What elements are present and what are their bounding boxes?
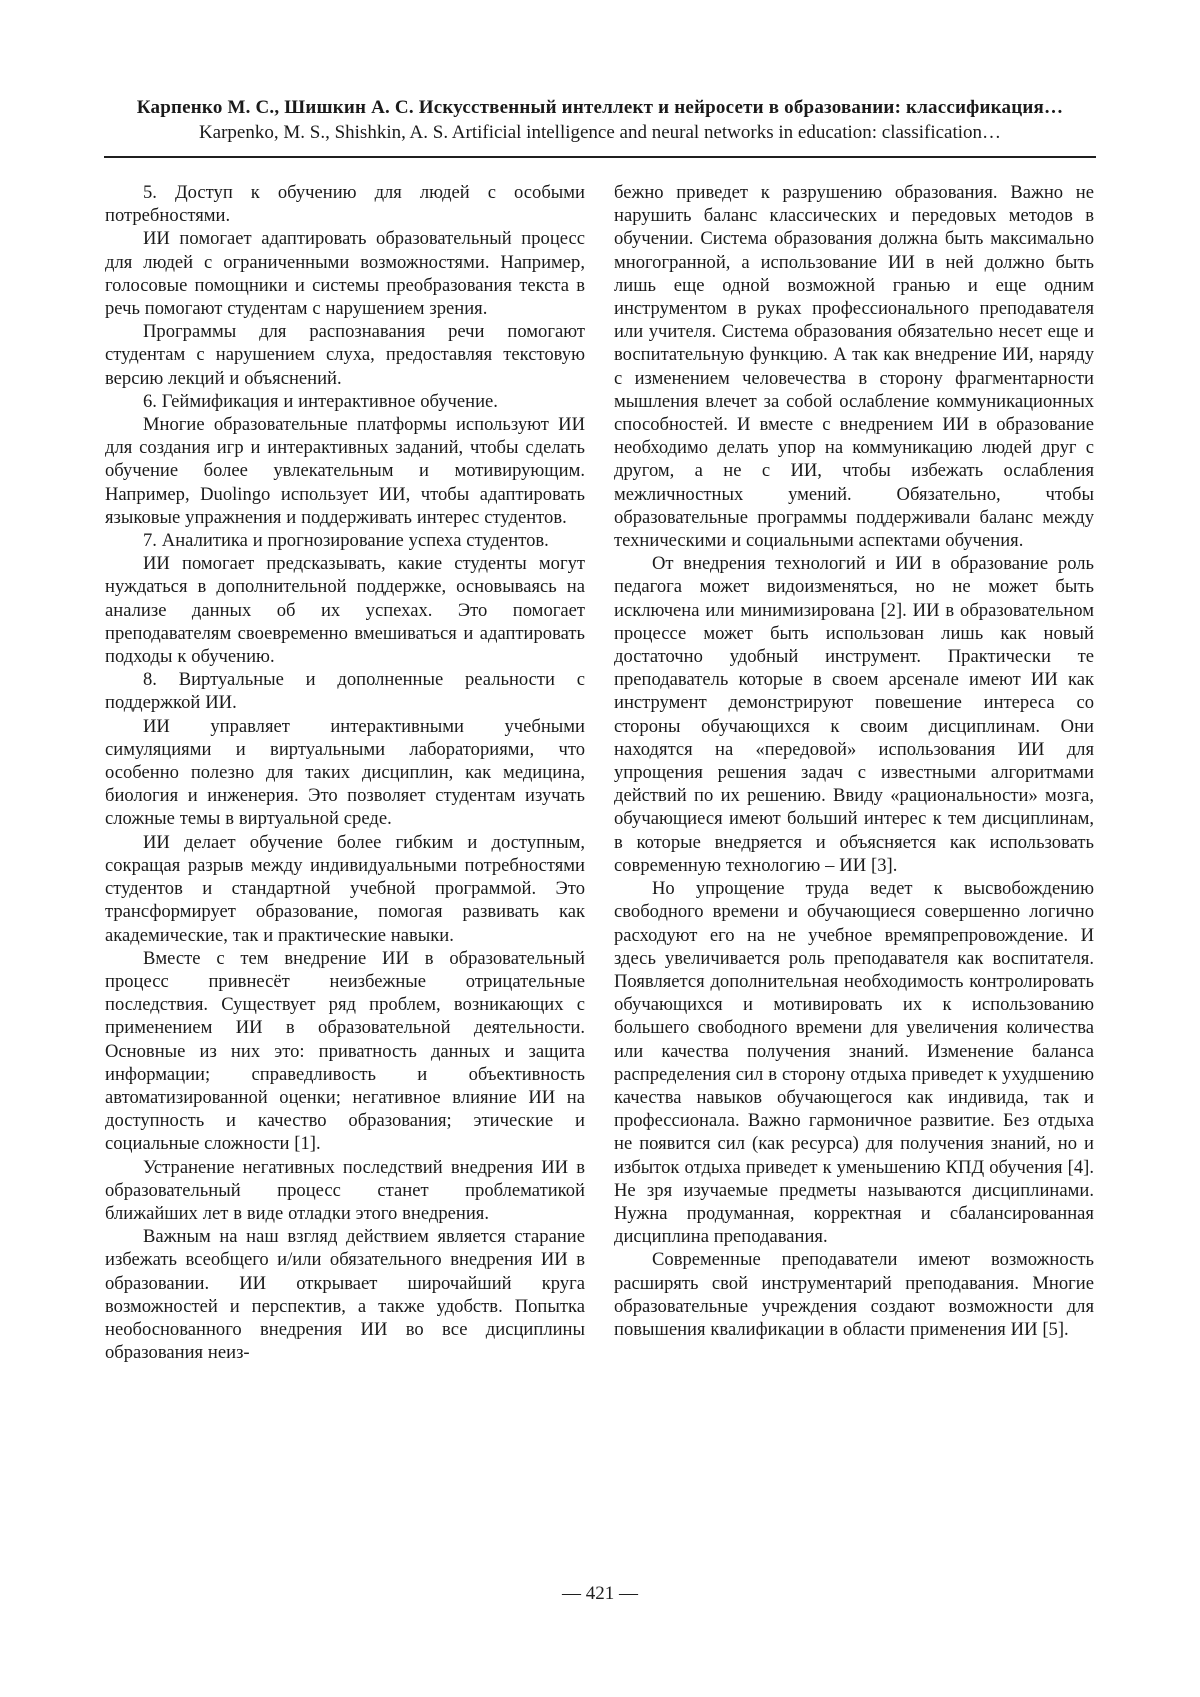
paragraph: 5. Доступ к обучению для людей с особыми потребностями.: [105, 182, 585, 227]
right-column: [614, 181, 1094, 1364]
paragraph: ИИ помогает адаптировать образовательный процесс для людей с ограниченными возможностями. Например, голосовые помощники и системы преобразования текста в речь помогают студентам с нарушением зрения.: [105, 228, 585, 320]
paragraph: 8. Виртуальные и дополненные реальности с поддержкой ИИ.: [105, 669, 585, 714]
paragraph: Программы для распознавания речи помогают студентам с нарушением слуха, предоставляя текстовую версию лекций и объяснений.: [105, 321, 585, 389]
paragraph: Вместе с тем внедрение ИИ в образовательный процесс привнесёт неизбежные отрицательные последствия. Существует ряд проблем, возникающих с применением ИИ в образовательной деятельности. Основные из них это: приватность данных и защита информации; справедливость и объективность автоматизированной оценки; негативное влияние ИИ на доступность и качество образования; этические и социальные сложности [1].: [105, 947, 585, 1155]
article-body: [105, 181, 1095, 1364]
paragraph: бежно приведет к разрушению образования. Важно не нарушить баланс классических и передовых методов в обучении. Система образования должна быть максимально многогранной, а использование ИИ в ней должно быть лишь еще одной возможной гранью и еще одним инструментом в руках профессионального преподавателя или учителя. Система образования обязательно несет еще и воспитательную функцию. А так как внедрение ИИ, наряду с изменением человечества в сторону фрагментарности мышления влечет за собой ослабление коммуникационных способностей. И вместе с внедрением ИИ в образование необходимо делать упор на коммуникацию людей друг с другом, а не с ИИ, чтобы избежать ослабления межличностных умений. Обязательно, чтобы образовательные программы поддерживали баланс между техническими и социальными аспектами обучения.: [614, 182, 1094, 552]
paragraph: От внедрения технологий и ИИ в образование роль педагога может видоизменяться, но не может быть исключена или минимизирована [2]. ИИ в образовательном процессе может быть использован лишь как новый достаточно удобный инструмент. Практически те преподаватель которые в своем арсенале имеют ИИ как инструмент демонстрируют повешение интереса со стороны обучающихся к своим дисциплинам. Они находятся на «передовой» использования ИИ для упрощения решения задач с известными алгоритмами действий по их решению. Ввиду «рациональности» мозга, обучающиеся имеют больший интерес к тем дисциплинам, в которые внедряется и объясняется как использовать современную технологию – ИИ [3].: [614, 553, 1094, 876]
header-divider: [104, 156, 1096, 158]
running-head-title-ru: Карпенко М. С., Шишкин А. С. Искусственный интеллект и нейросети в образовании: классификация…: [136, 97, 1064, 118]
paragraph: 7. Аналитика и прогнозирование успеха студентов.: [143, 530, 549, 552]
page-number: — 421 —: [562, 1583, 638, 1604]
paragraph: 6. Геймификация и интерактивное обучение.: [143, 390, 498, 412]
running-head-title-en: Karpenko, M. S., Shishkin, A. S. Artificial intelligence and neural networks in education: classification…: [198, 122, 1002, 143]
paragraph: Многие образовательные платформы используют ИИ для создания игр и интерактивных заданий, чтобы сделать обучение более увлекательным и мотивирующим. Например, Duolingo использует ИИ, чтобы адаптировать языковые упражнения и поддерживать интерес студентов.: [105, 414, 585, 528]
paragraph: Современные преподаватели имеют возможность расширять свой инструментарий преподавания. Многие образовательные учреждения создают возможности для повышения квалификации в области применения ИИ [5].: [614, 1249, 1094, 1340]
paragraph: Устранение негативных последствий внедрения ИИ в образовательный процесс станет проблематикой ближайших лет в виде отладки этого внедрения.: [105, 1156, 585, 1224]
paragraph: ИИ управляет интерактивными учебными симуляциями и виртуальными лабораториями, что особенно полезно для таких дисциплин, как медицина, биология и инженерия. Это позволяет студентам изучать сложные темы в виртуальной среде.: [105, 715, 585, 830]
left-column: [105, 181, 585, 1364]
paragraph: Но упрощение труда ведет к высвобождению свободного времени и обучающиеся совершенно логично расходуют его на не учебное времяпрепровождение. И здесь увеличивается роль преподавателя как воспитателя. Появляется дополнительная необходимость контролировать обучающихся и мотивировать их к использованию большего свободного времени для увеличения количества или качества получения знаний. Изменение баланса распределения сил в сторону отдыха приведет к ухудшению качества навыков обучающегося как индивида, так и профессионала. Важно гармоничное развитие. Без отдыха не появится сил (как ресурса) для получения знаний, но и избыток отдыха приведет к уменьшению КПД обучения [4]. Не зря изучаемые предметы называются дисциплинами. Нужна продуманная, корректная и сбалансированная дисциплина преподавания.: [614, 878, 1094, 1248]
paragraph: Важным на наш взгляд действием является старание избежать всеобщего и/или обязательного внедрения ИИ в образовании. ИИ открывает широчайший круга возможностей и перспектив, а также удобств. Попытка необоснованного внедрения ИИ во все дисциплины образования неиз-: [105, 1226, 585, 1364]
running-head: [105, 95, 1095, 145]
paragraph: ИИ делает обучение более гибким и доступным, сокращая разрыв между индивидуальными потребностями студентов и стандартной учебной программой. Это трансформирует образование, помогая развивать как академические, так и практические навыки.: [105, 831, 585, 946]
paragraph: ИИ помогает предсказывать, какие студенты могут нуждаться в дополнительной поддержке, основываясь на анализе данных об их успехах. Это помогает преподавателям своевременно вмешиваться и адаптировать подходы к обучению.: [105, 553, 585, 668]
